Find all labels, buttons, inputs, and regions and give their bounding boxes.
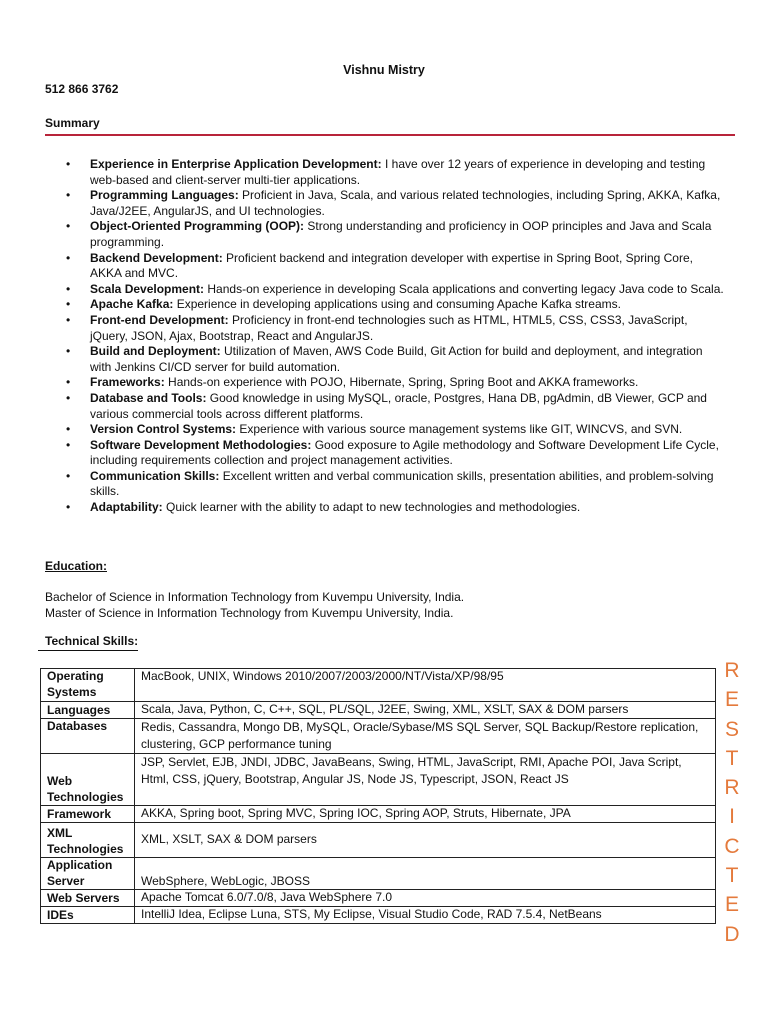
summary-item bbox=[66, 469, 726, 500]
table-row bbox=[41, 669, 716, 702]
education-list bbox=[45, 590, 464, 621]
watermark-letter: D bbox=[724, 922, 740, 946]
summary-item bbox=[66, 422, 726, 438]
summary-item bbox=[66, 500, 726, 516]
table-row bbox=[41, 907, 716, 924]
skill-category: Languages bbox=[41, 702, 135, 719]
summary-item bbox=[66, 391, 726, 422]
skill-category: IDEs bbox=[41, 907, 135, 924]
skill-values: IntelliJ Idea, Eclipse Luna, STS, My Eclipse, Visual Studio Code, RAD 7.5.4, NetBeans bbox=[135, 907, 716, 924]
summary-item-text: Hands-on experience in developing Scala applications and converting legacy Java code to Scala. bbox=[204, 281, 724, 296]
table-row bbox=[41, 754, 716, 806]
summary-item bbox=[66, 282, 726, 298]
bullet-icon: • bbox=[66, 437, 71, 452]
education-line: Master of Science in Information Technology from Kuvempu University, India. bbox=[45, 605, 454, 620]
summary-item-title: Frameworks: bbox=[90, 375, 165, 390]
watermark-letter: E bbox=[724, 893, 739, 917]
skill-values: Scala, Java, Python, C, C++, SQL, PL/SQL, J2EE, Swing, XML, XSLT, SAX & DOM parsers bbox=[135, 702, 716, 719]
skill-values: AKKA, Spring boot, Spring MVC, Spring IOC, Spring AOP, Struts, Hibernate, JPA bbox=[135, 806, 716, 823]
summary-item-text: Utilization of Maven, AWS Code Build, Git Action for build and deployment, and integration with Jenkins CI/CD server for build automation. bbox=[90, 344, 703, 374]
education-line: Bachelor of Science in Information Technology from Kuvempu University, India. bbox=[45, 590, 465, 604]
bullet-icon: • bbox=[66, 390, 71, 405]
watermark-letter: S bbox=[724, 717, 739, 741]
bullet-icon: • bbox=[66, 188, 71, 203]
summary-item-text: Good exposure to Agile methodology and Software Development Life Cycle, including requirements collection and project management activities. bbox=[90, 437, 719, 468]
section-divider bbox=[45, 134, 735, 136]
summary-item-title: Programming Languages: bbox=[90, 188, 239, 203]
summary-item bbox=[66, 344, 726, 375]
summary-item-text: Experience in developing applications using and consuming Apache Kafka streams. bbox=[173, 297, 621, 312]
summary-item bbox=[66, 157, 726, 188]
table-row bbox=[41, 890, 716, 907]
summary-item-text: I have over 12 years of experience in developing and testing web-based and client-server multi-tier applications. bbox=[90, 157, 706, 187]
summary-item bbox=[66, 313, 726, 344]
watermark-letter: E bbox=[724, 688, 739, 712]
watermark-letter: T bbox=[725, 746, 739, 770]
summary-item bbox=[66, 251, 726, 282]
summary-item-title: Build and Deployment: bbox=[90, 344, 221, 359]
summary-item bbox=[66, 188, 726, 219]
summary-item-text: Proficient in Java, Scala, and various related technologies, including Spring, AKKA, Kafka, Java/J2EE, AngularJS, and UI technologies. bbox=[90, 188, 721, 218]
candidate-name: Vishnu Mistry bbox=[343, 63, 425, 77]
summary-item-text: Good knowledge in using MySQL, oracle, Postgres, Hana DB, pgAdmin, dB Viewer, GCP and various commercial tools across different platforms. bbox=[90, 390, 707, 421]
skill-values: Redis, Cassandra, Mongo DB, MySQL, Oracle/Sybase/MS SQL Server, SQL Backup/Restore replication, clustering, GCP performance tuning bbox=[135, 719, 716, 754]
skill-values: XML, XSLT, SAX & DOM parsers bbox=[135, 823, 716, 858]
summary-item-title: Experience in Enterprise Application Development: bbox=[90, 157, 382, 171]
bullet-icon: • bbox=[66, 250, 71, 265]
table-row bbox=[41, 806, 716, 823]
summary-item-text: Strong understanding and proficiency in OOP principles and Java and Scala programming. bbox=[90, 219, 712, 249]
table-row bbox=[41, 702, 716, 719]
bullet-icon: • bbox=[66, 281, 71, 296]
skill-values: WebSphere, WebLogic, JBOSS bbox=[135, 858, 716, 890]
summary-item-title: Object-Oriented Programming (OOP): bbox=[90, 219, 305, 234]
summary-item-title: Software Development Methodologies: bbox=[90, 437, 312, 452]
summary-item-text: Experience with various source management systems like GIT, WINCVS, and SVN. bbox=[236, 422, 683, 437]
bullet-icon: • bbox=[66, 422, 71, 437]
skill-category: XML Technologies bbox=[41, 823, 135, 858]
summary-item-text: Proficient backend and integration developer with expertise in Spring Boot, Spring Core, AKKA and MVC. bbox=[90, 250, 693, 281]
summary-item bbox=[66, 375, 726, 391]
skills-table bbox=[40, 668, 716, 924]
skill-values: Apache Tomcat 6.0/7.0/8, Java WebSphere 7.0 bbox=[135, 890, 716, 907]
watermark-letter: R bbox=[724, 659, 740, 682]
skill-category: Operating Systems bbox=[41, 669, 135, 702]
summary-item-title: Apache Kafka: bbox=[90, 297, 174, 312]
phone-number: 512 866 3762 bbox=[45, 82, 119, 96]
bullet-icon: • bbox=[66, 157, 71, 171]
table-row bbox=[41, 858, 716, 890]
skill-category: Databases bbox=[41, 719, 135, 754]
summary-item-text: Proficiency in front-end technologies such as HTML, HTML5, CSS, CSS3, JavaScript, jQuery, JSON, Ajax, Bootstrap, React and AngularJS. bbox=[90, 312, 688, 343]
watermark-letter: I bbox=[729, 805, 735, 829]
bullet-icon: • bbox=[66, 344, 71, 359]
summary-item-title: Adaptability: bbox=[90, 500, 163, 515]
bullet-icon: • bbox=[66, 468, 71, 483]
summary-item bbox=[66, 297, 726, 313]
summary-item-title: Version Control Systems: bbox=[90, 422, 237, 437]
table-row bbox=[41, 823, 716, 858]
summary-item-text: Excellent written and verbal communication skills, presentation abilities, and problem-solving skills. bbox=[90, 468, 714, 499]
summary-item-title: Communication Skills: bbox=[90, 468, 220, 483]
watermark-letter: C bbox=[724, 834, 740, 858]
summary-heading: Summary bbox=[45, 116, 100, 130]
technical-skills-heading: Technical Skills: bbox=[45, 634, 139, 648]
bullet-icon: • bbox=[66, 297, 71, 312]
skill-values: MacBook, UNIX, Windows 2010/2007/2003/2000/NT/Vista/XP/98/95 bbox=[135, 669, 716, 702]
bullet-icon: • bbox=[66, 312, 71, 327]
skill-category: Framework bbox=[41, 806, 135, 823]
summary-item-text: Hands-on experience with POJO, Hibernate, Spring, Spring Boot and AKKA frameworks. bbox=[164, 375, 639, 390]
bullet-icon: • bbox=[66, 219, 71, 234]
watermark-letter: T bbox=[725, 864, 739, 888]
skill-values: JSP, Servlet, EJB, JNDI, JDBC, JavaBeans, Swing, HTML, JavaScript, RMI, Apache POI, Java Script, Html, CSS, jQuery, Bootstrap, Angular JS, Node JS, Typescript, JSON, React JS bbox=[135, 754, 716, 806]
restricted-watermark bbox=[722, 656, 742, 949]
table-row bbox=[41, 719, 716, 754]
summary-item-text: Quick learner with the ability to adapt to new technologies and methodologies. bbox=[162, 500, 581, 515]
summary-item-title: Scala Development: bbox=[90, 281, 205, 296]
watermark-letter: R bbox=[724, 776, 740, 800]
education-heading: Education: bbox=[45, 559, 107, 573]
summary-item-title: Backend Development: bbox=[90, 250, 223, 265]
summary-item-title: Database and Tools: bbox=[90, 390, 207, 405]
skill-category: Web Technologies bbox=[41, 754, 135, 806]
bullet-icon: • bbox=[66, 375, 71, 390]
summary-item bbox=[66, 219, 726, 250]
summary-item-title: Front-end Development: bbox=[90, 312, 229, 327]
skill-category: Application Server bbox=[41, 858, 135, 890]
skill-category: Web Servers bbox=[41, 890, 135, 907]
skills-heading-rule bbox=[38, 650, 138, 651]
summary-list bbox=[66, 157, 726, 516]
summary-item bbox=[66, 438, 726, 469]
bullet-icon: • bbox=[66, 500, 71, 515]
